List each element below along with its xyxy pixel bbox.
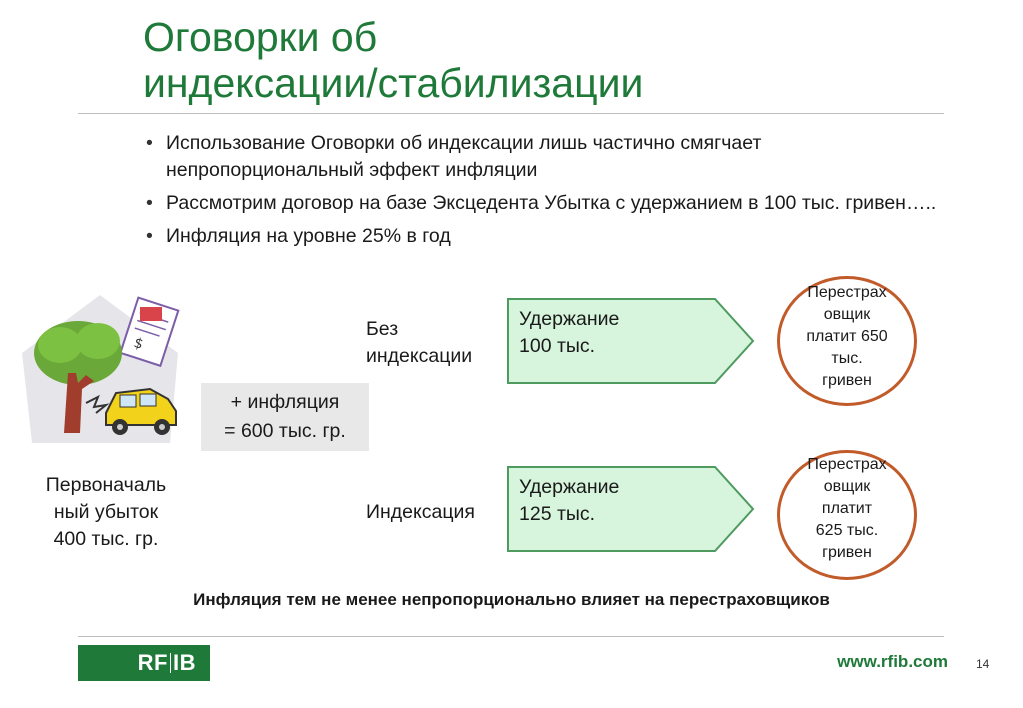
footer-divider xyxy=(78,636,944,637)
no-indexation-line-1: Без xyxy=(366,318,399,340)
no-indexation-line-2: индексации xyxy=(366,345,473,367)
oval-line: гривен xyxy=(822,544,872,561)
title-line-2: индексации/стабилизации xyxy=(143,60,644,106)
oval-line: овщик xyxy=(823,478,871,495)
oval-line: 625 тыс. xyxy=(815,522,879,539)
bullet-list xyxy=(146,130,946,256)
oval-line: овщик xyxy=(823,306,871,323)
oval-line: платит 650 xyxy=(806,328,888,345)
logo-text-left: RF xyxy=(137,650,168,675)
page-number: 14 xyxy=(976,657,990,671)
title-divider xyxy=(78,113,944,114)
retention-125-line-1: Удержание xyxy=(519,476,620,498)
oval-line: гривен xyxy=(822,372,872,389)
inflation-box xyxy=(201,383,369,451)
retention-arrow-100 xyxy=(507,298,755,384)
svg-text:$: $ xyxy=(131,334,146,353)
indexation-label: Индексация xyxy=(366,501,475,523)
bullet-item: • Использование Оговорки об индексации лишь частично смягчает непропорциональный эффект инфляции xyxy=(146,130,946,184)
original-loss-line-2: ный убыток xyxy=(53,501,159,523)
oval-line: платит xyxy=(821,500,873,517)
oval-line: Перестрах xyxy=(807,456,887,473)
website-link[interactable]: www.rfib.com xyxy=(837,652,948,671)
original-loss-label xyxy=(20,472,192,553)
inflation-line-1: + инфляция xyxy=(230,391,340,413)
retention-arrow-125 xyxy=(507,466,755,552)
bullet-item: • Инфляция на уровне 25% в год xyxy=(146,223,946,250)
rfib-logo xyxy=(78,645,210,681)
retention-100-line-1: Удержание xyxy=(519,308,620,330)
reinsurer-pays-625-text xyxy=(780,454,914,564)
oval-line: Перестрах xyxy=(807,284,887,301)
logo-divider xyxy=(170,653,171,673)
no-indexation-label xyxy=(366,316,472,370)
conclusion-text: Инфляция тем не менее непропорционально влияет на перестраховщиков xyxy=(193,590,830,609)
inflation-line-2: = 600 тыс. гр. xyxy=(224,420,346,442)
car-accident-tree-document-icon xyxy=(20,293,180,453)
oval-line: тыс. xyxy=(831,350,863,367)
logo-text-right: IB xyxy=(173,650,196,675)
original-loss-line-3: 400 тыс. гр. xyxy=(53,528,159,550)
reinsurer-pays-650-text xyxy=(780,282,914,392)
bullet-item: • Рассмотрим договор на базе Эксцедента Убытка с удержанием в 100 тыс. гривен….. xyxy=(146,190,946,217)
original-loss-line-1: Первоначаль xyxy=(45,474,167,496)
slide-title xyxy=(143,14,963,106)
retention-100-line-2: 100 тыс. xyxy=(519,335,596,357)
retention-125-line-2: 125 тыс. xyxy=(519,503,596,525)
title-line-1: Оговорки об xyxy=(143,14,378,60)
